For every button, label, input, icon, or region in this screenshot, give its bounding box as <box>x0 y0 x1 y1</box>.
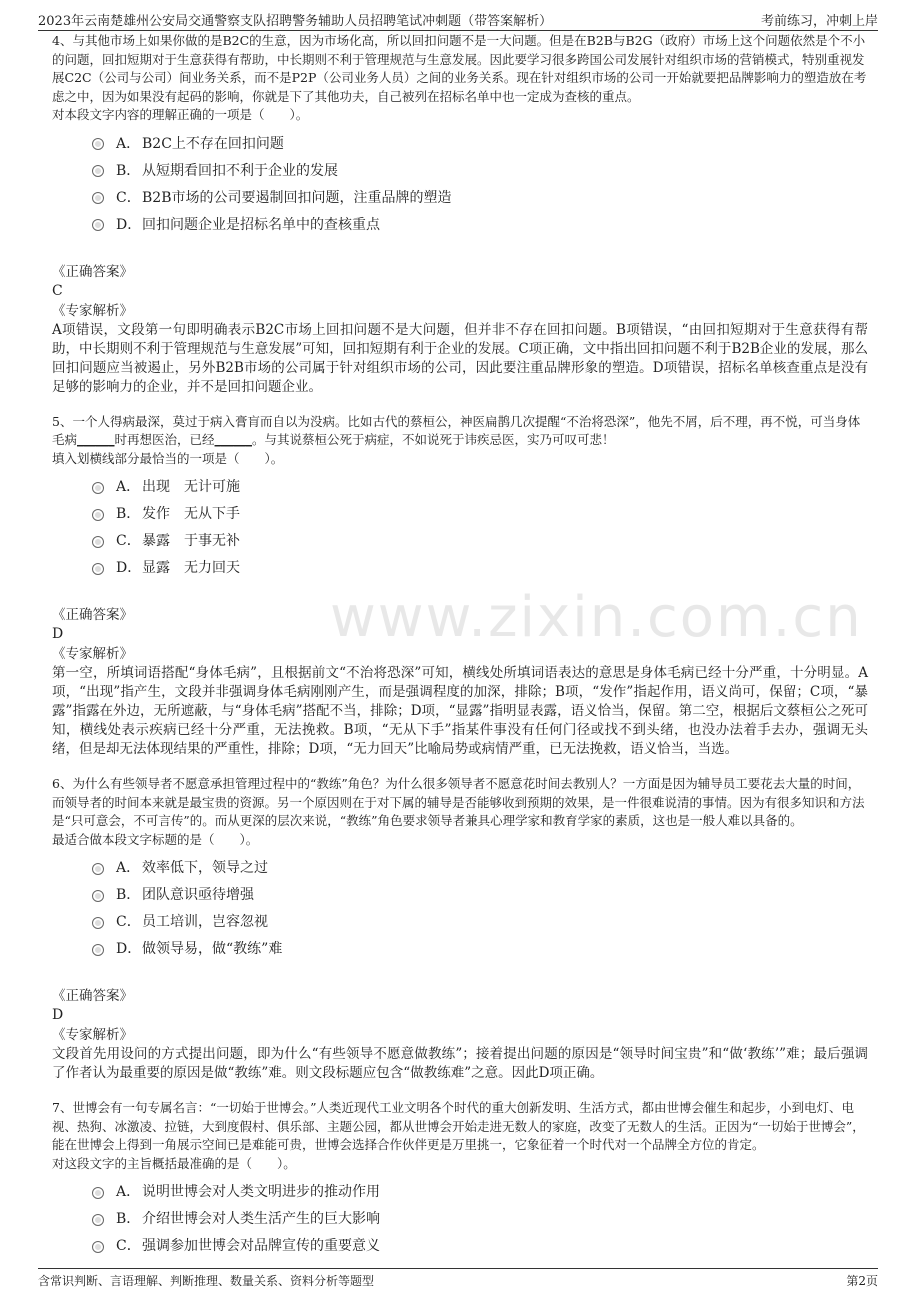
page-number: 第2页 <box>846 1274 878 1288</box>
document-title: 2023年云南楚雄州公安局交通警察支队招聘警务辅助人员招聘笔试冲刺题（带答案解析） <box>38 14 553 29</box>
radio-icon[interactable] <box>92 509 104 521</box>
option-a[interactable]: A． 效率低下，领导之过 <box>92 855 868 882</box>
option-a[interactable]: A． 出现 无计可施 <box>92 474 868 501</box>
option-a[interactable]: A． 说明世博会对人类文明进步的推动作用 <box>92 1179 868 1206</box>
radio-icon[interactable] <box>92 192 104 204</box>
footer-divider <box>38 1268 878 1269</box>
question-6 <box>52 775 868 1083</box>
radio-icon[interactable] <box>92 138 104 150</box>
option-c[interactable]: C． B2B市场的公司要遏制回扣问题，注重品牌的塑造 <box>92 185 868 212</box>
radio-icon[interactable] <box>92 563 104 575</box>
option-c[interactable]: C． 暴露 于事无补 <box>92 528 868 555</box>
analysis-label: 《专家解析》 <box>52 1027 133 1043</box>
option-b[interactable]: B． 发作 无从下手 <box>92 501 868 528</box>
answer-label: 《正确答案》 <box>52 263 133 280</box>
question-5 <box>52 413 868 760</box>
analysis-label: 《专家解析》 <box>52 646 133 662</box>
radio-icon[interactable] <box>92 1214 104 1226</box>
question-prompt: 对这段文字的主旨概括最准确的是（ ）。 <box>52 1155 296 1171</box>
question-prompt: 对本段文字内容的理解正确的一项是（ ）。 <box>52 107 309 122</box>
option-d[interactable]: D． 显露 无力回天 <box>92 555 868 582</box>
footer-note: 含常识判断、言语理解、判断推理、数量关系、资料分析等题型 <box>38 1274 375 1288</box>
options-list <box>92 1179 868 1260</box>
radio-icon[interactable] <box>92 1241 104 1253</box>
radio-icon[interactable] <box>92 165 104 177</box>
header-slogan: 考前练习，冲刺上岸 <box>760 14 878 29</box>
analysis-label: 《专家解析》 <box>52 302 133 319</box>
analysis-text: 第一空，所填词语搭配“身体毛病”，且根据前文“不治将恐深”可知，横线处所填词语表达的意思是身体毛病已经十分严重，十分明显。A项，“出现”指产生，文段并非强调身体毛病刚刚产生，而是强调程度的加深，排除；B项，“发作”指起作用，语义尚可，保留；C项，“暴露”指露在外边，无所遮蔽，与“身体毛病”搭配不当，排除；D项，“显露”指明显表露，语义恰当，保留。第二空，根据后文蔡桓公之死可知，横线处表示疾病已经十分严重，无法挽救。B项，“无从下手”指某件事没有任何门径或找不到头绪，也没办法着手去办，强调无头绪，但是却无法体现结果的严重性，排除；D项，“无力回天”比喻局势或病情严重，已无法挽救，语义恰当，当选。 <box>52 665 868 757</box>
blank-2: ______ <box>214 432 253 447</box>
question-stem: 5、一个人得病最深，莫过于病入膏肓而自以为没病。比如古代的蔡桓公，神医扁鹊几次提醒“不治将恐深”，他先不屑，后不理，再不悦，可当身体毛病______时再想医治，已经______。与其说蔡桓公死于病症，不如说死于讳疾忌医，实乃可叹可悲！ <box>52 413 861 447</box>
option-d[interactable]: D． 做领导易，做“教练”难 <box>92 936 868 963</box>
blank-1: ______ <box>77 432 115 447</box>
answer-value: C <box>52 282 63 299</box>
answer-value: D <box>52 626 64 642</box>
options-list <box>92 474 868 582</box>
answer-label: 《正确答案》 <box>52 988 133 1004</box>
page-header <box>0 0 920 34</box>
analysis-text: A项错误，文段第一句即明确表示B2C市场上回扣问题不是大问题，但并非不存在回扣问题。B项错误，“由回扣短期对于生意获得有帮助，中长期则不利于管理规范与生意发展”可知，回扣短期有利于企业的发展。C项正确，文中指出回扣问题不利于B2B企业的发展，那么回扣问题应当被遏止，另外B2B市场的公司属于针对组织市场的公司，因此要注重品牌形象的塑造。D项错误，招标名单核查重点是没有足够的影响力的企业，并不是回扣问题企业。 <box>52 321 868 395</box>
answer-label: 《正确答案》 <box>52 607 133 623</box>
option-d[interactable]: D． 回扣问题企业是招标名单中的查核重点 <box>92 212 868 239</box>
radio-icon[interactable] <box>92 482 104 494</box>
answer-value: D <box>52 1007 64 1023</box>
options-list <box>92 855 868 963</box>
question-4 <box>52 32 868 397</box>
question-prompt: 填入划横线部分最恰当的一项是（ ）。 <box>52 450 284 466</box>
question-prompt: 最适合做本段文字标题的是（ ）。 <box>52 831 259 847</box>
option-b[interactable]: B． 团队意识亟待增强 <box>92 882 868 909</box>
option-a[interactable]: A． B2C上不存在回扣问题 <box>92 131 868 158</box>
question-stem: 7、世博会有一句专属名言：“一切始于世博会。”人类近现代工业文明各个时代的重大创新发明、生活方式，都由世博会催生和起步，小到电灯、电视、热狗、冰激凌、拉链，大到度假村、俱乐部、主题公园，都从世博会开始走进无数人的家庭，改变了无数人的生活。正因为“一切始于世博会”，能在世博会上得到一角展示空间已是难能可贵，世博会选择合作伙伴更是万里挑一，它象征着一个时代对一个品牌全方位的肯定。 <box>52 1100 865 1152</box>
header-divider <box>38 30 878 31</box>
page-content <box>52 33 868 1260</box>
options-list <box>92 131 868 239</box>
option-c[interactable]: C． 强调参加世博会对品牌宣传的重要意义 <box>92 1233 868 1260</box>
radio-icon[interactable] <box>92 219 104 231</box>
radio-icon[interactable] <box>92 1187 104 1199</box>
radio-icon[interactable] <box>92 536 104 548</box>
question-7 <box>52 1099 868 1260</box>
radio-icon[interactable] <box>92 917 104 929</box>
watermark: www.zixin.com.cn <box>330 585 863 650</box>
option-c[interactable]: C． 员工培训，岂容忽视 <box>92 909 868 936</box>
option-b[interactable]: B． 介绍世博会对人类生活产生的巨大影响 <box>92 1206 868 1233</box>
radio-icon[interactable] <box>92 944 104 956</box>
question-stem: 6、为什么有些领导者不愿意承担管理过程中的“教练”角色？为什么很多领导者不愿意花时间去教别人？一方面是因为辅导员工要花去大量的时间，而领导者的时间本来就是最宝贵的资源。另一个原因则在于对下属的辅导是否能够收到预期的效果，是一件很难说清的事情。因为有很多知识和方法是“只可意会，不可言传”的。而从更深的层次来说，“教练”角色要求领导者兼具心理学家和教育学家的素质，这也是一般人难以具备的。 <box>52 776 865 828</box>
radio-icon[interactable] <box>92 890 104 902</box>
radio-icon[interactable] <box>92 863 104 875</box>
question-stem: 4、与其他市场上如果你做的是B2C的生意，因为市场化高，所以回扣问题不是一大问题。但是在B2B与B2G（政府）市场上这个问题依然是个不小的问题，回扣短期对于生意获得有帮助，中长期则不利于管理规范与生意发展。因此要学习很多跨国公司发展针对组织市场的营销模式，特别重视发展C2C（公司与公司）间业务关系，而不是P2P（公司业务人员）之间的业务关系。现在针对组织市场的公司一开始就要把品牌影响力的塑造放在考虑之中，因为如果没有起码的影响，你就是下了其他功夫，自己被列在招标名单中也一定成为查核的重点。 <box>52 33 867 104</box>
analysis-text: 文段首先用设问的方式提出问题，即为什么“有些领导不愿意做教练”；接着提出问题的原因是“领导时间宝贵”和“做‘教练’”难；最后强调了作者认为最重要的原因是做“教练”难。则文段标题应包含“做教练难”之意。因此D项正确。 <box>52 1046 868 1081</box>
option-b[interactable]: B． 从短期看回扣不利于企业的发展 <box>92 158 868 185</box>
page-footer <box>0 1268 920 1302</box>
